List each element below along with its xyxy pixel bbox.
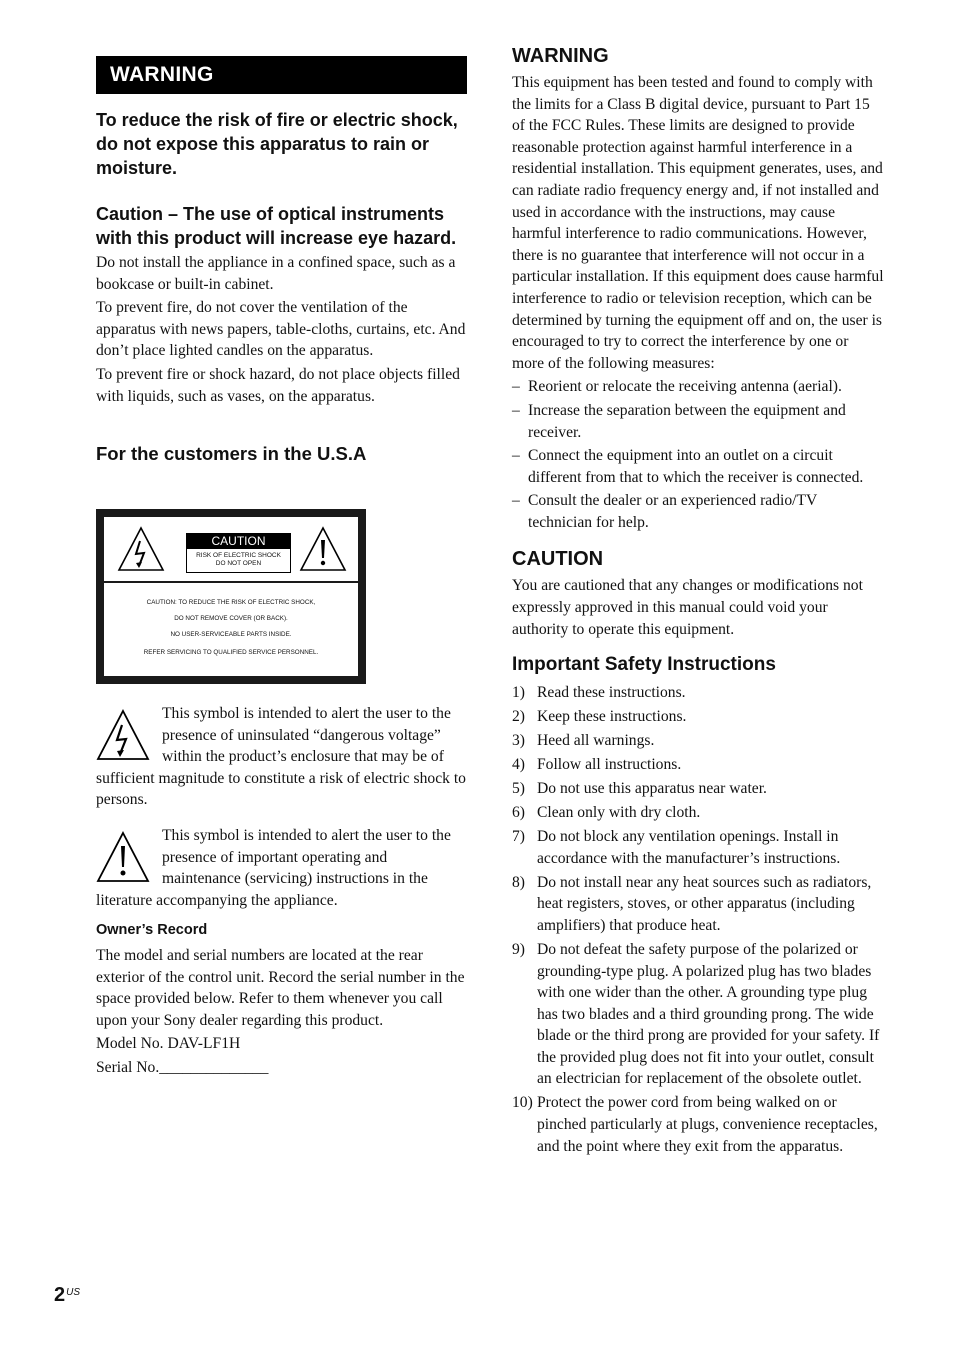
model-number: Model No. DAV-LF1H xyxy=(96,1035,241,1053)
paragraph: To prevent fire, do not cover the ventilation of the apparatus with news papers, table-cloths, curtains, etc. And don’t place lighted candles on the apparatus. xyxy=(96,299,466,360)
instruction-item xyxy=(512,754,884,776)
paragraph: To prevent fire or shock hazard, do not place objects filled with liquids, such as vases, on the apparatus. xyxy=(96,365,460,405)
list-item: – Connect the equipment into an outlet on a circuit different from that to which the receiver is connected. xyxy=(512,447,864,486)
exclamation-symbol-text: This symbol is intended to alert the user to the presence of important operating and maintenance (servicing) instructions in the literature accompanying the appliance. xyxy=(96,827,451,909)
list-item-text: Increase the separation between the equipment and receiver. xyxy=(528,401,846,441)
owners-record-text: The model and serial numbers are located at the rear exterior of the control unit. Record the serial number in the space provided below. Refer to them whenever you call upon your Sony dealer regarding this product. xyxy=(96,947,465,1029)
instruction-text: Keep these instructions. xyxy=(537,708,687,726)
instruction-text: Do not use this apparatus near water. xyxy=(537,780,767,798)
list-item-text: Consult the dealer or an experienced radio/TV technician for help. xyxy=(528,492,817,531)
instruction-text: Do not defeat the safety purpose of the polarized or grounding-type plug. A polarized plug has two blades with one wider than the other. A grounding type plug has two blades and a third grounding prong. The wide blade or the third prong are provided for your safety. If the provided plug does not fit into your outlet, consult an electrician for replacement of the obsolete outlet. xyxy=(537,940,880,1088)
optical-caution-heading: Caution – The use of optical instruments with this product will increase eye hazard. xyxy=(96,204,457,248)
owners-record xyxy=(96,945,468,1079)
safety-heading: Important Safety Instructions xyxy=(512,654,776,676)
instruction-number: 8) xyxy=(512,873,525,891)
label-line: DO NOT REMOVE COVER (OR BACK). xyxy=(174,615,288,622)
instruction-item xyxy=(512,1092,884,1157)
lightning-triangle-icon xyxy=(96,709,150,761)
owners-record-heading: Owner’s Record xyxy=(96,922,208,938)
caution-badge xyxy=(186,533,291,573)
instruction-text: Do not block any ventilation openings. Install in accordance with the manufacturer’s instructions. xyxy=(537,828,841,867)
instruction-number: 9) xyxy=(512,940,525,958)
fcc-text: This equipment has been tested and found to comply with the limits for a Class B digital device, pursuant to Part 15 of the FCC Rules. These limits are designed to provide reasonable protection against harmful interference in a residential installation. This equipment generates, uses, and can radiate radio frequency energy and, if not installed and used in accordance with the instructions, may cause harmful interference to radio communications. However, there is no guarantee that interference will not occur in a particular installation. If this equipment does cause harmful interference to radio or television reception, which can be determined by turning the equipment off and on, the user is encouraged to try to correct the interference by one or more of the following measures: xyxy=(512,74,884,372)
exclamation-triangle-icon xyxy=(96,831,150,883)
instruction-text: Do not install near any heat sources such as radiators, heat registers, stoves, or other apparatus (including amplifiers) that produce heat. xyxy=(537,873,872,934)
instruction-number: 7) xyxy=(512,828,525,846)
caution-label xyxy=(96,509,366,684)
right-column xyxy=(512,42,884,1157)
instruction-text: Read these instructions. xyxy=(537,684,686,702)
list-item: – Increase the separation between the equipment and receiver. xyxy=(512,401,846,441)
instruction-text: Clean only with dry cloth. xyxy=(537,804,701,822)
instruction-number: 1) xyxy=(512,684,525,702)
paragraph: Do not install the appliance in a confined space, such as a bookcase or built-in cabinet. xyxy=(96,254,456,293)
instruction-item xyxy=(512,778,884,800)
instruction-number: 2) xyxy=(512,708,525,726)
page-number-value: 2 xyxy=(54,1284,66,1306)
caution-label-bottom xyxy=(104,581,358,676)
serial-number: Serial No.______________ xyxy=(96,1058,269,1076)
caution-text: You are cautioned that any changes or modifications not expressly approved in this manual could void your authority to operate this equipment. xyxy=(512,577,863,638)
caution-heading: CAUTION xyxy=(512,548,604,571)
caution-badge-sub-1: RISK OF ELECTRIC SHOCK xyxy=(196,552,281,559)
label-line: CAUTION: TO REDUCE THE RISK OF ELECTRIC SHOCK, xyxy=(146,599,316,606)
left-column xyxy=(96,56,468,467)
instruction-item xyxy=(512,939,884,1090)
list-item: – Reorient or relocate the receiving antenna (aerial). xyxy=(512,378,842,396)
caution-label-top xyxy=(104,517,358,581)
lightning-symbol-note xyxy=(96,703,468,811)
instruction-number: 4) xyxy=(512,756,525,774)
instruction-text: Protect the power cord from being walked on or pinched particularly at plugs, convenience receptacles, and the point where they exit from the apparatus. xyxy=(537,1094,878,1155)
lightning-symbol-text: This symbol is intended to alert the user to the presence of uninsulated “dangerous voltage” within the product’s enclosure that may be of sufficient magnitude to constitute a risk of electric shock to persons. xyxy=(96,705,466,809)
exclamation-symbol-note xyxy=(96,825,468,911)
instruction-item xyxy=(512,872,884,937)
exclamation-triangle-icon xyxy=(299,526,347,572)
page-number xyxy=(54,1284,80,1307)
instruction-text: Heed all warnings. xyxy=(537,732,655,750)
instruction-item xyxy=(512,706,884,728)
list-item-text: Reorient or relocate the receiving antenna (aerial). xyxy=(528,378,842,396)
list-item-text: Connect the equipment into an outlet on a circuit different from that to which the receiver is connected. xyxy=(528,447,864,486)
instruction-item xyxy=(512,682,884,704)
label-line: NO USER-SERVICEABLE PARTS INSIDE. xyxy=(170,631,292,638)
caution-badge-title: CAUTION xyxy=(187,534,290,549)
label-line: REFER SERVICING TO QUALIFIED SERVICE PERSONNEL. xyxy=(143,649,319,656)
usa-heading: For the customers in the U.S.A xyxy=(96,443,367,465)
fcc-warning-heading: WARNING xyxy=(512,45,609,67)
instruction-number: 10) xyxy=(512,1094,533,1112)
list-item: – Consult the dealer or an experienced radio/TV technician for help. xyxy=(512,492,817,531)
page-number-suffix: US xyxy=(66,1287,81,1298)
lightning-triangle-icon xyxy=(117,526,165,572)
risk-heading: To reduce the risk of fire or electric shock, do not expose this apparatus to rain or moisture. xyxy=(96,110,458,178)
instruction-number: 6) xyxy=(512,804,525,822)
instruction-item xyxy=(512,802,884,824)
instruction-text: Follow all instructions. xyxy=(537,756,682,774)
instruction-number: 3) xyxy=(512,732,525,750)
caution-badge-sub-2: DO NOT OPEN xyxy=(215,560,262,567)
instruction-item xyxy=(512,826,884,869)
safety-instructions-list xyxy=(512,682,884,1157)
instruction-item xyxy=(512,730,884,752)
instruction-number: 5) xyxy=(512,780,525,798)
warning-banner: WARNING xyxy=(96,56,467,94)
